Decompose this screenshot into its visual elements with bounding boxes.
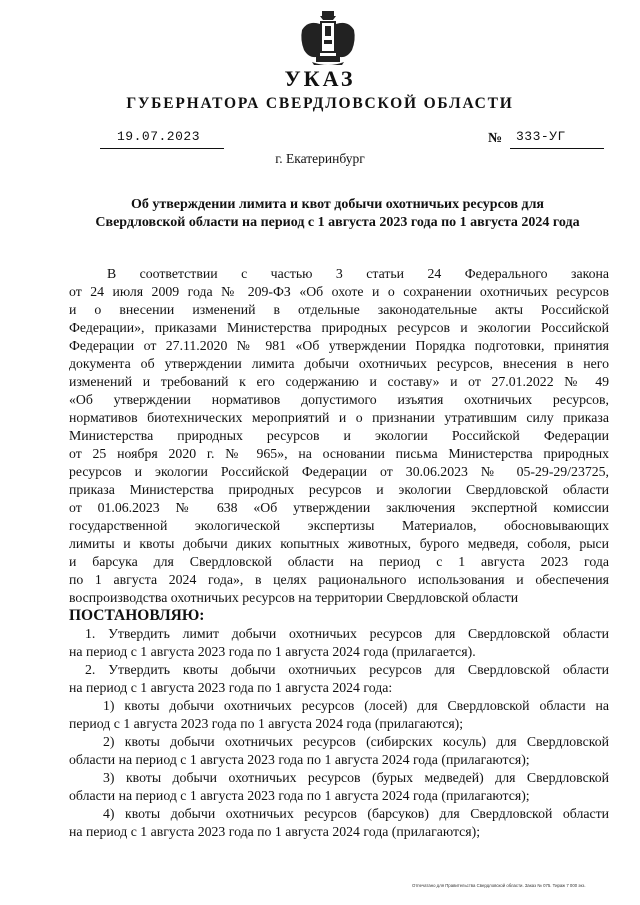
preamble-line: государственной экологической экспертизы Материалов, обосновывающих <box>69 518 609 533</box>
preamble-line: документа об утверждении лимита добычи охотничьих ресурсов, внесения в него <box>69 356 609 371</box>
item-line: период с 1 августа 2023 года по 1 августа 2024 года (прилагаются); <box>69 716 464 731</box>
decree-word: ПОСТАНОВЛЯЮ: <box>69 607 205 624</box>
decree-heading <box>60 196 615 232</box>
coat-of-arms-emblem <box>296 10 360 66</box>
preamble-line: и о внесении изменений в отдельные законодательные акты Российской <box>69 302 609 317</box>
issuer-title: ГУБЕРНАТОРА СВЕРДЛОВСКОЙ ОБЛАСТИ <box>126 95 514 112</box>
preamble-line: по 1 августа 2024 года», в целях рационального использования и обеспечения <box>69 572 609 587</box>
item-line: на период с 1 августа 2023 года по 1 августа 2024 года (прилагаются); <box>69 824 481 839</box>
item-line: 1. Утвердить лимит добычи охотничьих ресурсов для Свердловской области <box>85 626 609 641</box>
preamble-line: лимиты и квоты добычи диких копытных животных, бурого медведя, соболя, рыси <box>69 536 609 551</box>
print-footer: Отпечатано для Правительства Свердловской области. Заказ № 075. Тираж 7 000 экз. <box>412 883 586 888</box>
item-line: 2) квоты добычи охотничьих ресурсов (сибирских косуль) для Свердловской <box>103 734 609 749</box>
decree-body <box>69 265 609 841</box>
preamble-line: ресурсов и экологии Российской Федерации от 30.06.2023 № 05-29-29/23725, <box>69 464 609 479</box>
preamble-line: Министерства природных ресурсов и экологии Российской Федерации <box>69 428 609 443</box>
item-line: области на период с 1 августа 2023 года по 1 августа 2024 года (прилагаются); <box>69 752 530 767</box>
heading-line: Свердловской области на период с 1 августа 2023 года по 1 августа 2024 года <box>95 215 580 230</box>
decree-number: 333-УГ <box>516 129 566 144</box>
preamble-line: приказа Министерства природных ресурсов и экологии Свердловской области <box>69 482 609 497</box>
preamble-line: нормативов биотехнических мероприятий и о признании утратившим силу приказа <box>69 410 609 425</box>
item-line: на период с 1 августа 2023 года по 1 августа 2024 года: <box>69 680 393 695</box>
preamble-line: от 24 июля 2009 года № 209-ФЗ «Об охоте и о сохранении охотничьих ресурсов <box>69 284 609 299</box>
decree-date: 19.07.2023 <box>117 129 201 144</box>
preamble-line: и барсука для Свердловской области на период с 1 августа 2023 года <box>69 554 609 569</box>
preamble-line: Федерации от 27.11.2020 № 981 «Об утверждении Порядка подготовки, принятия <box>69 338 609 353</box>
item-line: 1) квоты добычи охотничьих ресурсов (лосей) для Свердловской области на <box>103 698 609 713</box>
number-field <box>510 128 604 149</box>
preamble-line: воспроизводства охотничьих ресурсов на территории Свердловской области <box>69 590 519 605</box>
document-type-title: УКАЗ <box>284 66 356 91</box>
preamble-line: «Об утверждении нормативов допустимого изъятия охотничьих ресурсов, <box>69 392 609 407</box>
item-line: 3) квоты добычи охотничьих ресурсов (бурых медведей) для Свердловской <box>103 770 609 785</box>
city-line: г. Екатеринбург <box>275 151 365 166</box>
item-line: области на период с 1 августа 2023 года по 1 августа 2024 года (прилагаются); <box>69 788 530 803</box>
number-sign: № <box>488 131 503 146</box>
item-line: 4) квоты добычи охотничьих ресурсов (барсуков) для Свердловской области <box>103 806 609 821</box>
preamble-line: В соответствии с частью 3 статьи 24 Федерального закона <box>107 266 609 281</box>
preamble-line: от 25 ноября 2020 г. № 965», на основании письма Министерства природных <box>69 446 609 461</box>
preamble-line: от 01.06.2023 № 638 «Об утверждении заключения экспертной комиссии <box>69 500 609 515</box>
item-line: на период с 1 августа 2023 года по 1 августа 2024 года (прилагается). <box>69 644 476 659</box>
preamble-line: Федерации», приказами Министерства природных ресурсов и экологии Российской <box>69 320 609 335</box>
heading-line: Об утверждении лимита и квот добычи охотничьих ресурсов для <box>130 197 545 212</box>
preamble-line: изменений и требований к его содержанию и составу» и от 27.01.2022 № 49 <box>69 374 609 389</box>
date-field <box>100 128 224 149</box>
item-line: 2. Утвердить квоты добычи охотничьих ресурсов для Свердловской области <box>85 662 609 677</box>
